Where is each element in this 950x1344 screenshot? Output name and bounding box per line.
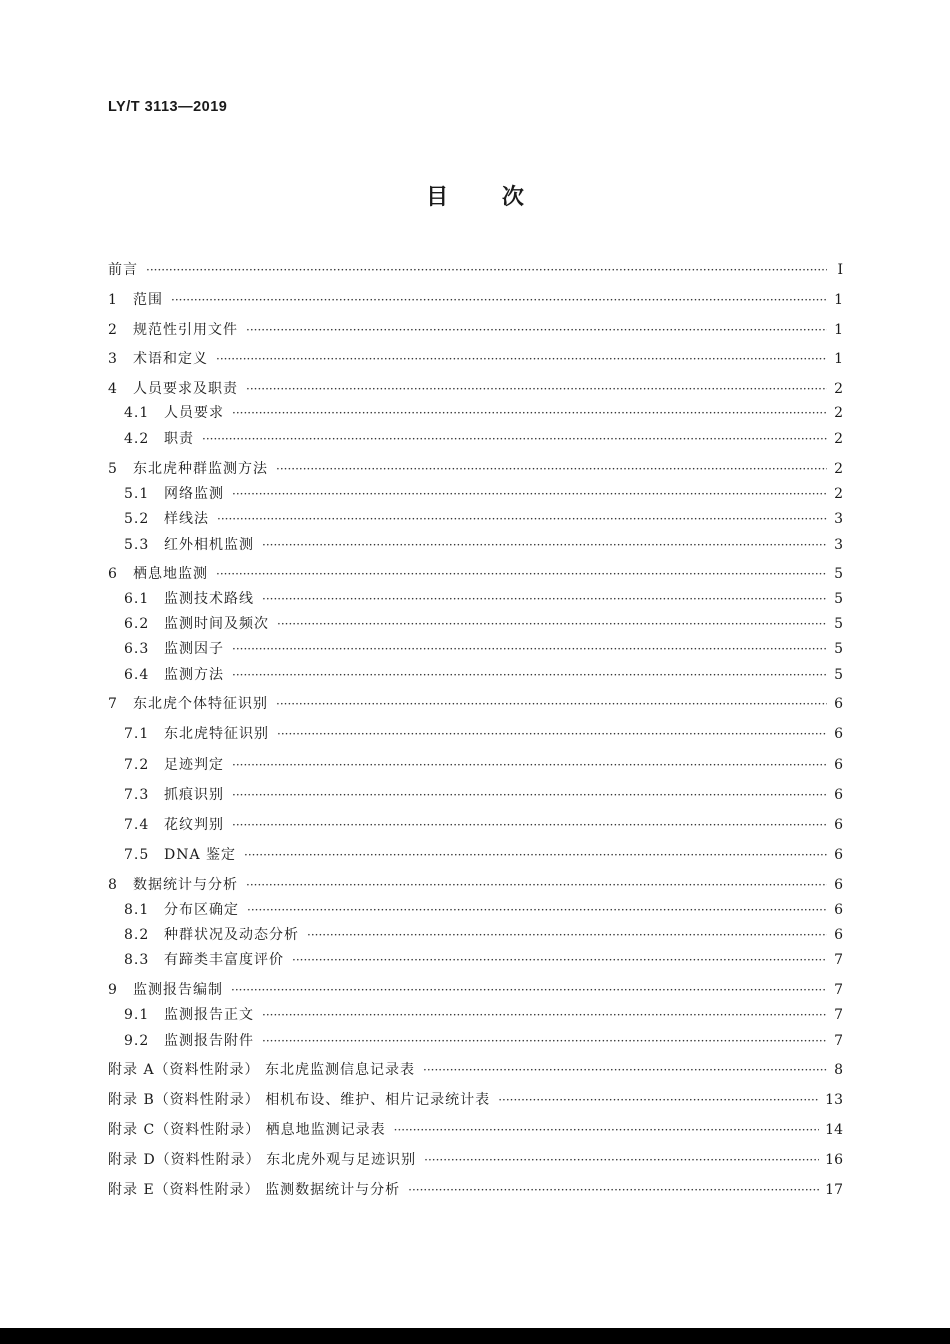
toc-entry-number: 9.1 — [124, 1007, 150, 1023]
toc-entry-page: 2 — [834, 381, 843, 397]
toc-entry-page: 6 — [834, 847, 843, 863]
toc-entry-label: 前言 — [108, 262, 138, 278]
toc-entry-number: 9 — [108, 982, 118, 998]
toc-entry[interactable] — [124, 724, 843, 744]
toc-entry-label: 附录 A（资料性附录） 东北虎监测信息记录表 — [108, 1062, 416, 1078]
toc-entry-label: 范围 — [133, 292, 163, 308]
toc-entry-label: 有蹄类丰富度评价 — [164, 952, 284, 968]
toc-leader-dots — [246, 320, 827, 340]
toc-entry-number: 6.1 — [124, 591, 150, 607]
toc-entry[interactable] — [124, 845, 843, 865]
toc-entry[interactable] — [124, 815, 843, 835]
toc-entry-page: 5 — [834, 667, 843, 683]
toc-entry-page: 2 — [834, 431, 843, 447]
toc-entry-label: 分布区确定 — [164, 902, 239, 918]
toc-entry-label: 东北虎特征识别 — [164, 726, 269, 742]
toc-entry-page: 6 — [834, 817, 843, 833]
toc-entry[interactable] — [108, 349, 843, 369]
toc-entry[interactable] — [124, 900, 843, 920]
toc-entry-label: 职责 — [164, 431, 194, 447]
toc-entry[interactable] — [108, 1090, 843, 1110]
toc-entry-label: 人员要求及职责 — [133, 381, 238, 397]
toc-entry-number: 8.3 — [124, 952, 150, 968]
toc-entry-page: 5 — [834, 591, 843, 607]
toc-entry-number: 7.4 — [124, 817, 150, 833]
toc-leader-dots — [231, 980, 827, 1000]
toc-leader-dots — [246, 875, 827, 895]
toc-leader-dots — [498, 1090, 819, 1110]
toc-entry-number: 7.1 — [124, 726, 150, 742]
toc-entry-page: 6 — [834, 787, 843, 803]
toc-entry-page: 7 — [834, 1033, 843, 1049]
toc-entry-page: 2 — [834, 461, 843, 477]
toc-entry-page: Ⅰ — [837, 262, 843, 278]
toc-entry-label: 附录 D（资料性附录） 东北虎外观与足迹识别 — [108, 1152, 417, 1168]
toc-entry[interactable] — [108, 1180, 843, 1200]
toc-leader-dots — [244, 845, 827, 865]
toc-entry-number: 7.2 — [124, 757, 150, 773]
toc-entry-label: 花纹判别 — [164, 817, 224, 833]
toc-leader-dots — [277, 724, 827, 744]
toc-entry[interactable] — [124, 484, 843, 504]
toc-leader-dots — [262, 589, 827, 609]
toc-entry-number: 7.3 — [124, 787, 150, 803]
toc-entry-label: 东北虎种群监测方法 — [133, 461, 268, 477]
toc-entry[interactable] — [108, 290, 843, 310]
toc-entry-number: 4.1 — [124, 405, 150, 421]
toc-entry-label: 栖息地监测 — [133, 566, 208, 582]
toc-entry-label: 红外相机监测 — [164, 537, 254, 553]
toc-leader-dots — [262, 1005, 827, 1025]
toc-entry[interactable] — [124, 429, 843, 449]
toc-entry[interactable] — [124, 589, 843, 609]
toc-entry-label: 抓痕识别 — [164, 787, 224, 803]
toc-entry[interactable] — [124, 403, 843, 423]
toc-entry[interactable] — [108, 260, 843, 280]
toc-entry-page: 13 — [825, 1092, 843, 1108]
toc-entry-page: 6 — [834, 902, 843, 918]
toc-leader-dots — [276, 694, 827, 714]
toc-entry[interactable] — [108, 1060, 843, 1080]
toc-entry[interactable] — [108, 379, 843, 399]
toc-leader-dots — [262, 535, 827, 555]
toc-entry-page: 2 — [834, 486, 843, 502]
bottom-rule — [0, 1328, 950, 1344]
toc-entry-number: 6.2 — [124, 616, 150, 632]
toc-leader-dots — [232, 815, 827, 835]
toc-entry[interactable] — [108, 320, 843, 340]
toc-entry-page: 5 — [834, 641, 843, 657]
toc-entry-label: 监测技术路线 — [164, 591, 254, 607]
toc-entry-number: 6 — [108, 566, 118, 582]
toc-leader-dots — [246, 379, 827, 399]
toc-entry[interactable] — [124, 785, 843, 805]
toc-entry-label: 足迹判定 — [164, 757, 224, 773]
standard-code: LY/T 3113—2019 — [108, 99, 228, 115]
toc-entry-number: 6.4 — [124, 667, 150, 683]
toc-entry-label: 附录 C（资料性附录） 栖息地监测记录表 — [108, 1122, 386, 1138]
toc-entry-page: 1 — [834, 322, 843, 338]
toc-entry-number: 4.2 — [124, 431, 150, 447]
toc-leader-dots — [394, 1120, 820, 1140]
toc-entry-label: 监测方法 — [164, 667, 224, 683]
toc-leader-dots — [232, 403, 827, 423]
toc-entry-page: 5 — [834, 566, 843, 582]
toc-entry-label: 人员要求 — [164, 405, 224, 421]
toc-entry-page: 16 — [825, 1152, 843, 1168]
toc-entry-number: 7 — [108, 696, 118, 712]
toc-entry-label: DNA 鉴定 — [164, 847, 237, 863]
toc-leader-dots — [232, 665, 827, 685]
toc-entry-page: 6 — [834, 757, 843, 773]
toc-entry-page: 14 — [825, 1122, 843, 1138]
toc-leader-dots — [216, 564, 827, 584]
toc-entry-label: 监测因子 — [164, 641, 224, 657]
toc-leader-dots — [217, 509, 827, 529]
toc-entry-label: 规范性引用文件 — [133, 322, 238, 338]
toc-entry-label: 术语和定义 — [133, 351, 208, 367]
toc-entry[interactable] — [108, 564, 843, 584]
toc-entry-label: 监测报告正文 — [164, 1007, 254, 1023]
toc-leader-dots — [276, 459, 827, 479]
toc-leader-dots — [423, 1060, 827, 1080]
toc-entry-number: 5.3 — [124, 537, 150, 553]
toc-entry[interactable] — [108, 980, 843, 1000]
toc-entry-page: 6 — [834, 927, 843, 943]
toc-entry[interactable] — [108, 694, 843, 714]
toc-entry-number: 2 — [108, 322, 118, 338]
toc-entry[interactable] — [108, 875, 843, 895]
toc-entry-label: 东北虎个体特征识别 — [133, 696, 268, 712]
toc-leader-dots — [232, 755, 827, 775]
toc-entry[interactable] — [124, 614, 843, 634]
toc-entry-number: 8 — [108, 877, 118, 893]
toc-entry-number: 9.2 — [124, 1033, 150, 1049]
toc-entry-page: 17 — [825, 1182, 843, 1198]
toc-entry-label: 附录 E（资料性附录） 监测数据统计与分析 — [108, 1182, 401, 1198]
toc-leader-dots — [232, 639, 827, 659]
toc-leader-dots — [171, 290, 827, 310]
toc-entry[interactable] — [124, 1031, 843, 1051]
toc-leader-dots — [247, 900, 827, 920]
toc-entry[interactable] — [124, 755, 843, 775]
toc-entry[interactable] — [124, 925, 843, 945]
toc-entry-number: 5.1 — [124, 486, 150, 502]
toc-leader-dots — [232, 785, 827, 805]
toc-entry-number: 1 — [108, 292, 118, 308]
toc-entry-page: 7 — [834, 952, 843, 968]
toc-entry-number: 8.1 — [124, 902, 150, 918]
toc-entry-label: 样线法 — [164, 511, 209, 527]
toc-leader-dots — [232, 484, 827, 504]
toc-leader-dots — [292, 950, 827, 970]
toc-entry-label: 种群状况及动态分析 — [164, 927, 299, 943]
toc-entry[interactable] — [124, 639, 843, 659]
toc-entry[interactable] — [124, 1005, 843, 1025]
toc-leader-dots — [307, 925, 827, 945]
toc-entry-number: 5.2 — [124, 511, 150, 527]
toc-entry-number: 3 — [108, 351, 118, 367]
toc-entry-number: 4 — [108, 381, 118, 397]
toc-entry-page: 6 — [834, 696, 843, 712]
toc-leader-dots — [216, 349, 827, 369]
toc-leader-dots — [262, 1031, 827, 1051]
toc-entry-page: 1 — [834, 292, 843, 308]
toc-entry-page: 7 — [834, 1007, 843, 1023]
toc-entry-page: 1 — [834, 351, 843, 367]
toc-entry-label: 附录 B（资料性附录） 相机布设、维护、相片记录统计表 — [108, 1092, 491, 1108]
toc-entry-number: 6.3 — [124, 641, 150, 657]
toc-entry-page: 7 — [834, 982, 843, 998]
toc-entry-page: 6 — [834, 877, 843, 893]
toc-entry-page: 5 — [834, 616, 843, 632]
toc-entry-page: 2 — [834, 405, 843, 421]
toc-entry[interactable] — [108, 459, 843, 479]
toc-leader-dots — [424, 1150, 819, 1170]
page-title: 目 次 — [426, 185, 524, 210]
toc-entry-number: 8.2 — [124, 927, 150, 943]
toc-entry-page: 8 — [834, 1062, 843, 1078]
toc-entry-page: 3 — [834, 537, 843, 553]
toc-leader-dots — [408, 1180, 819, 1200]
toc-entry-label: 数据统计与分析 — [133, 877, 238, 893]
toc-entry-page: 6 — [834, 726, 843, 742]
toc-entry-label: 网络监测 — [164, 486, 224, 502]
toc-entry-label: 监测报告附件 — [164, 1033, 254, 1049]
toc-entry[interactable] — [108, 1150, 843, 1170]
toc-entry[interactable] — [108, 1120, 843, 1140]
toc-entry-label: 监测报告编制 — [133, 982, 223, 998]
toc-entry[interactable] — [124, 535, 843, 555]
toc-leader-dots — [146, 260, 827, 280]
toc-entry-label: 监测时间及频次 — [164, 616, 269, 632]
toc-entry[interactable] — [124, 950, 843, 970]
toc-entry[interactable] — [124, 665, 843, 685]
toc-leader-dots — [277, 614, 827, 634]
toc-entry-number: 7.5 — [124, 847, 150, 863]
toc-entry[interactable] — [124, 509, 843, 529]
toc-leader-dots — [202, 429, 827, 449]
toc-entry-page: 3 — [834, 511, 843, 527]
toc-entry-number: 5 — [108, 461, 118, 477]
